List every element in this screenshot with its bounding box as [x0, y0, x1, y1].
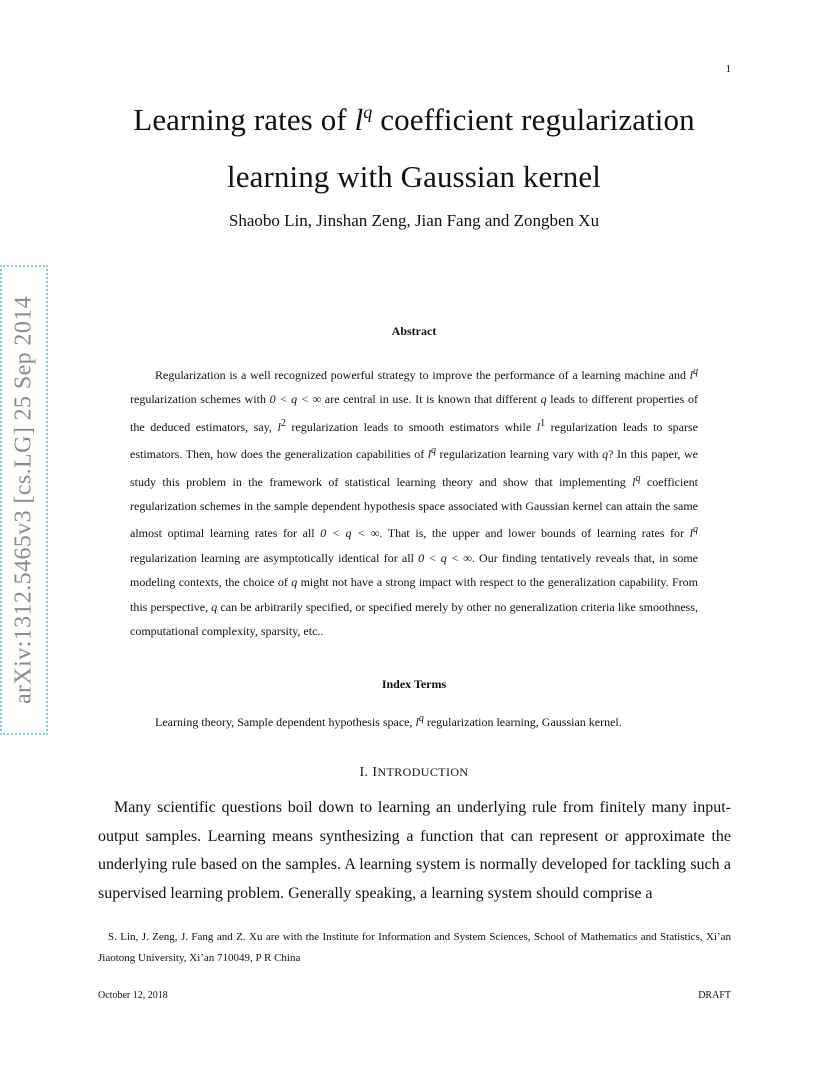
- index-terms-heading: Index Terms: [381, 677, 447, 691]
- title-line1: Learning rates of $l^q$ coefficient regularization: [133, 102, 695, 137]
- author-affiliation-footnote: S. Lin, J. Zeng, J. Fang and Z. Xu are with the Institute for Information and System Sciences, School of Mathematics and Statistics, Xi’an Jiaotong University, Xi’an 710049, P R China: [98, 931, 731, 964]
- introduction-paragraph: Many scientific questions boil down to learning an underlying rule from finitely many input-output samples. Learning means synthesizing a function that can represent or approximate the underlying rule based on the samples. A learning system is normally developed for tackling such a supervised learning problem. Generally speaking, a learning system should comprise a: [98, 799, 731, 902]
- title-line2: learning with Gaussian kernel: [227, 159, 601, 194]
- footer-date: October 12, 2018: [98, 990, 168, 1001]
- index-terms-text: Learning theory, Sample dependent hypothesis space, $l^q$ regularization learning, Gaussian kernel.: [155, 713, 622, 729]
- arxiv-stamp[interactable]: [0, 265, 48, 735]
- author-list: Shaobo Lin, Jinshan Zeng, Jian Fang and Zongben Xu: [228, 211, 600, 230]
- footer-draft-label: DRAFT: [698, 990, 731, 1001]
- paper-title: [60, 84, 768, 205]
- abstract-body: Regularization is a well recognized powerful strategy to improve the performance of a learning machine and $l^q$ regularization schemes with 0 < q < ∞ are central in use. It is known that different q leads to different properties of the deduced estimators, say, $l^2$ regularization leads to smooth estimators while $l^1$ regularization leads to sparse estimators. Then, how does the generalization capabilities of $l^q$ regularization learning vary with q? In this paper, we study this problem in the framework of statistical learning theory and show that implementing $l^q$ coefficient regularization schemes in the sample dependent hypothesis space associated with Gaussian kernel can attain the same almost optimal learning rates for all 0 < q < ∞. That is, the upper and lower bounds of learning rates for $l^q$ regularization learning are asymptotically identical for all 0 < q < ∞. Our finding tentatively reveals that, in some modeling contexts, the choice of q might not have a strong impact with respect to the generalization capability. From this perspective, q can be arbitrarily specified, or specified merely by other no generalization criteria like smoothness, computational complexity, sparsity, etc..: [130, 366, 699, 639]
- section-heading-introduction: I. INTRODUCTION: [359, 765, 469, 780]
- abstract-heading: Abstract: [391, 324, 437, 338]
- page-number: 1: [725, 63, 731, 75]
- arxiv-stamp-label: arXiv:1312.5465v3 [cs.LG] 25 Sep 2014: [10, 295, 37, 705]
